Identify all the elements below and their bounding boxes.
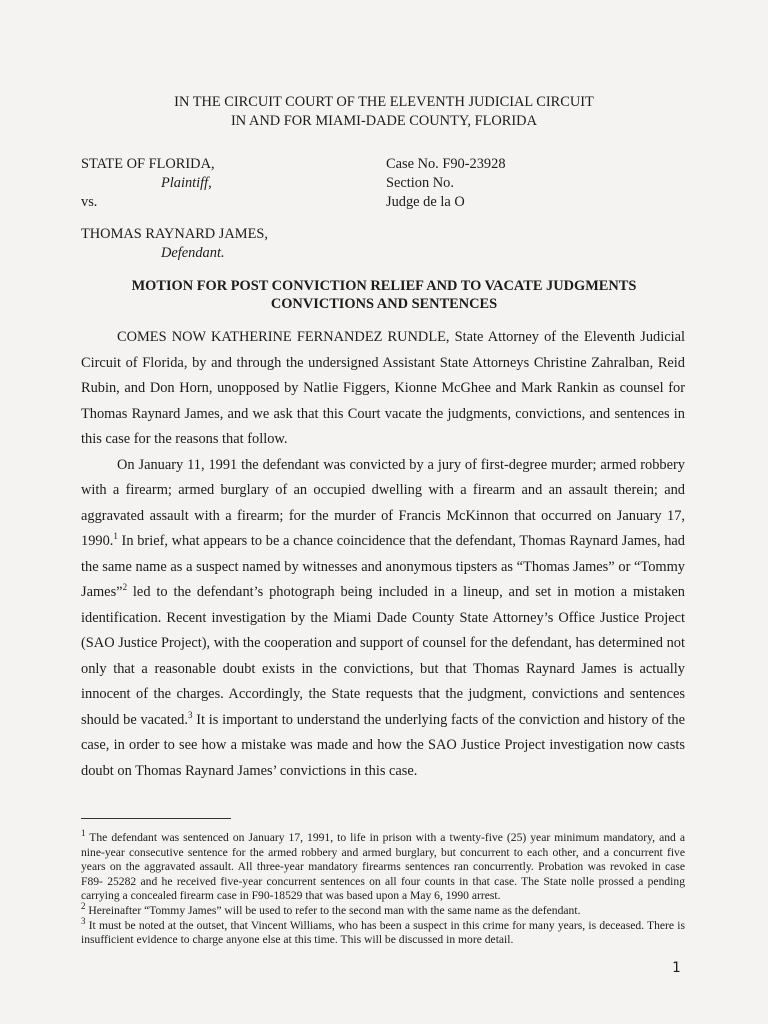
court-heading-line-1: IN THE CIRCUIT COURT OF THE ELEVENTH JUDICIAL CIRCUIT [174, 94, 594, 110]
motion-body [81, 325, 685, 784]
footnote-3-mark: 3 [81, 915, 86, 926]
footnote-2 [81, 901, 685, 919]
footnote-2-text: Hereinafter “Tommy James” will be used to refer to the second man with the same name as the defendant. [85, 903, 581, 917]
paragraph-1: COMES NOW KATHERINE FERNANDEZ RUNDLE, State Attorney of the Eleventh Judicial Circuit of Florida, by and through the undersigned Assistant State Attorneys Christine Zahralban, Reid Rubin, and Don Horn, unopposed by Natlie Figgers, Kionne McGhee and Mark Rankin as counsel for Thomas Raynard James, and we ask that this Court vacate the judgments, convictions, and sentences in this case for the reasons that follow. [81, 329, 685, 447]
court-heading [0, 93, 768, 131]
defendant-name: THOMAS RAYNARD JAMES, [81, 226, 268, 242]
case-number: Case No. F90-23928 [386, 156, 506, 172]
footnote-ref-1: 1 [113, 531, 118, 542]
case-caption-parties [81, 155, 215, 212]
footnote-separator [81, 818, 231, 819]
footnote-3 [81, 915, 685, 948]
footnote-ref-2: 2 [122, 582, 128, 593]
paragraph-2-part-d: It is important to understand the underlying facts of the conviction and history of the case, in order to see how a mistake was made and how the SAO Justice Project investigation now casts doubt on Thomas Raynard James’ convictions in this case. [81, 711, 685, 779]
paragraph-2-part-b: In brief, what appears to be a chance coincidence that the defendant, Thomas Raynard James, had the same name as a suspect named by witnesses and anonymous tipsters as “Thomas James” or “Tommy James” [81, 533, 685, 600]
footnotes [81, 828, 685, 948]
page-number: 1 [672, 960, 681, 976]
plaintiff-role: Plaintiff, [161, 175, 212, 191]
footnote-3-text: It must be noted at the outset, that Vincent Williams, who has been a suspect in this crime for many years, is deceased. There is insufficient evidence to charge anyone else at this time. This will be discussed in more detail. [81, 918, 685, 947]
motion-title-line-1: MOTION FOR POST CONVICTION RELIEF AND TO VACATE JUDGMENTS [131, 278, 637, 294]
footnote-1-mark: 1 [81, 828, 86, 839]
judge-name: Judge de la O [386, 194, 465, 210]
motion-title [0, 277, 768, 313]
case-caption-info [386, 155, 506, 212]
footnote-1 [81, 828, 685, 904]
paragraph-2-part-a: On January 11, 1991 the defendant was convicted by a jury of first-degree murder; armed robbery with a firearm; armed burglary of an occupied dwelling with a firearm and an assault therein; and aggravated assault with a firearm; for the murder of Francis McKinnon that occurred on January 17, 1990. [81, 456, 685, 549]
court-heading-line-2: IN AND FOR MIAMI-DADE COUNTY, FLORIDA [231, 113, 537, 129]
footnote-ref-3: 3 [187, 709, 193, 720]
section-number: Section No. [386, 175, 454, 191]
plaintiff-name: STATE OF FLORIDA, [81, 156, 215, 172]
defendant-role: Defendant. [161, 245, 225, 261]
paragraph-2-part-c: led to the defendant’s photograph being included in a lineup, and set in motion a mistaken identification. Recent investigation by the Miami Dade County State Attorney’s Office Justice Project (SAO Justice Project), with the cooperation and support of counsel for the defendant, has determined not only that a reasonable doubt exists in the convictions, but that Thomas Raynard James is actually innocent of the charges. Accordingly, the State requests that the judgment, convictions and sentences should be vacated. [81, 584, 685, 728]
footnote-1-text: The defendant was sentenced on January 17, 1991, to life in prison with a twenty-five (25) year minimum mandatory, and a nine-year consecutive sentence for the armed robbery and armed burglary, but concurrent to each other, and a concurrent five years on the aggravated assault. All three-year mandatory firearms sentences ran concurrently. Probation was revoked in case F89- 25282 and he received five-year concurrent sentences on all four counts in that case. The State nolle prossed a pending carrying a concealed firearm case in F90-18529 that was based upon a May 6, 1990 arrest. [81, 831, 685, 903]
paragraph-2 [81, 453, 685, 785]
defendant-block [81, 225, 268, 263]
motion-title-line-2: CONVICTIONS AND SENTENCES [270, 296, 498, 312]
footnote-2-mark: 2 [81, 901, 86, 912]
versus: vs. [81, 194, 98, 210]
